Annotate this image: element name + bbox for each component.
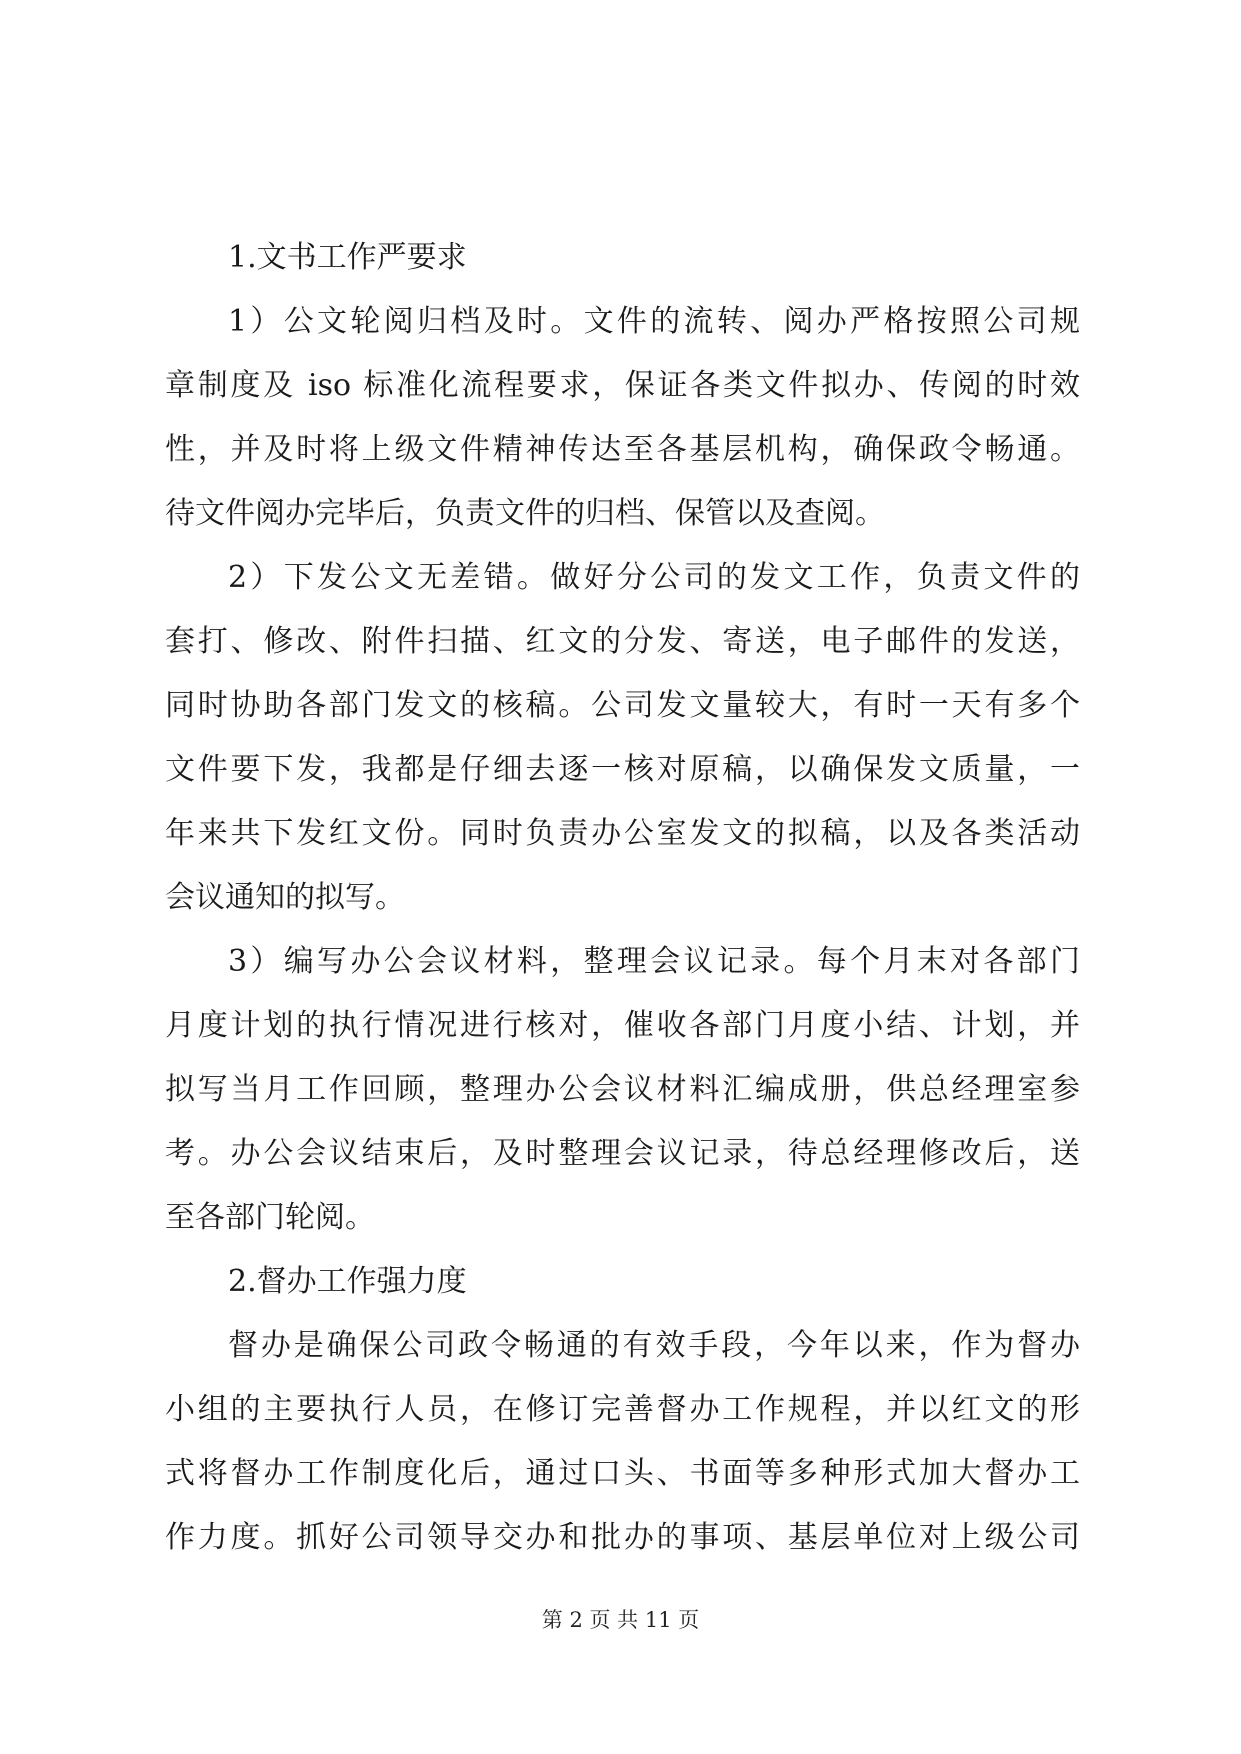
section-heading: 2.督办工作强力度 <box>228 1264 467 1299</box>
section-heading: 1.文书工作严要求 <box>228 240 467 275</box>
paragraph-line: 同时协助各部门发文的核稿。公司发文量较大，有时一天有多个 <box>165 688 1080 723</box>
paragraph-line: 章制度及 iso 标准化流程要求，保证各类文件拟办、传阅的时效 <box>165 368 1080 403</box>
paragraph-line: 督办是确保公司政令畅通的有效手段，今年以来，作为督办 <box>228 1328 1080 1363</box>
paragraph-line: 拟写当月工作回顾，整理办公会议材料汇编成册，供总经理室参 <box>165 1072 1080 1107</box>
paragraph-line: 会议通知的拟写。 <box>165 880 405 915</box>
paragraph-line: 3）编写办公会议材料，整理会议记录。每个月末对各部门 <box>228 944 1080 979</box>
paragraph-line: 文件要下发，我都是仔细去逐一核对原稿，以确保发文质量，一 <box>165 752 1080 787</box>
paragraph-line: 考。办公会议结束后，及时整理会议记录，待总经理修改后，送 <box>165 1136 1080 1171</box>
document-body <box>165 226 1080 1570</box>
paragraph-line: 2）下发公文无差错。做好分公司的发文工作，负责文件的 <box>228 560 1080 595</box>
paragraph-line: 月度计划的执行情况进行核对，催收各部门月度小结、计划，并 <box>165 1008 1080 1043</box>
paragraph-line: 作力度。抓好公司领导交办和批办的事项、基层单位对上级公司 <box>165 1520 1080 1555</box>
paragraph-line: 待文件阅办完毕后，负责文件的归档、保管以及查阅。 <box>165 496 885 531</box>
paragraph-line: 套打、修改、附件扫描、红文的分发、寄送，电子邮件的发送， <box>165 624 1080 659</box>
paragraph-line: 1）公文轮阅归档及时。文件的流转、阅办严格按照公司规 <box>228 304 1080 339</box>
page-number-footer: 第 2 页 共 11 页 <box>541 1608 700 1632</box>
paragraph-line: 年来共下发红文份。同时负责办公室发文的拟稿，以及各类活动 <box>165 816 1080 851</box>
paragraph-line: 至各部门轮阅。 <box>165 1200 375 1235</box>
paragraph-line: 小组的主要执行人员，在修订完善督办工作规程，并以红文的形 <box>165 1392 1080 1427</box>
paragraph-line: 性，并及时将上级文件精神传达至各基层机构，确保政令畅通。 <box>165 432 1080 467</box>
paragraph-line: 式将督办工作制度化后，通过口头、书面等多种形式加大督办工 <box>165 1456 1080 1491</box>
